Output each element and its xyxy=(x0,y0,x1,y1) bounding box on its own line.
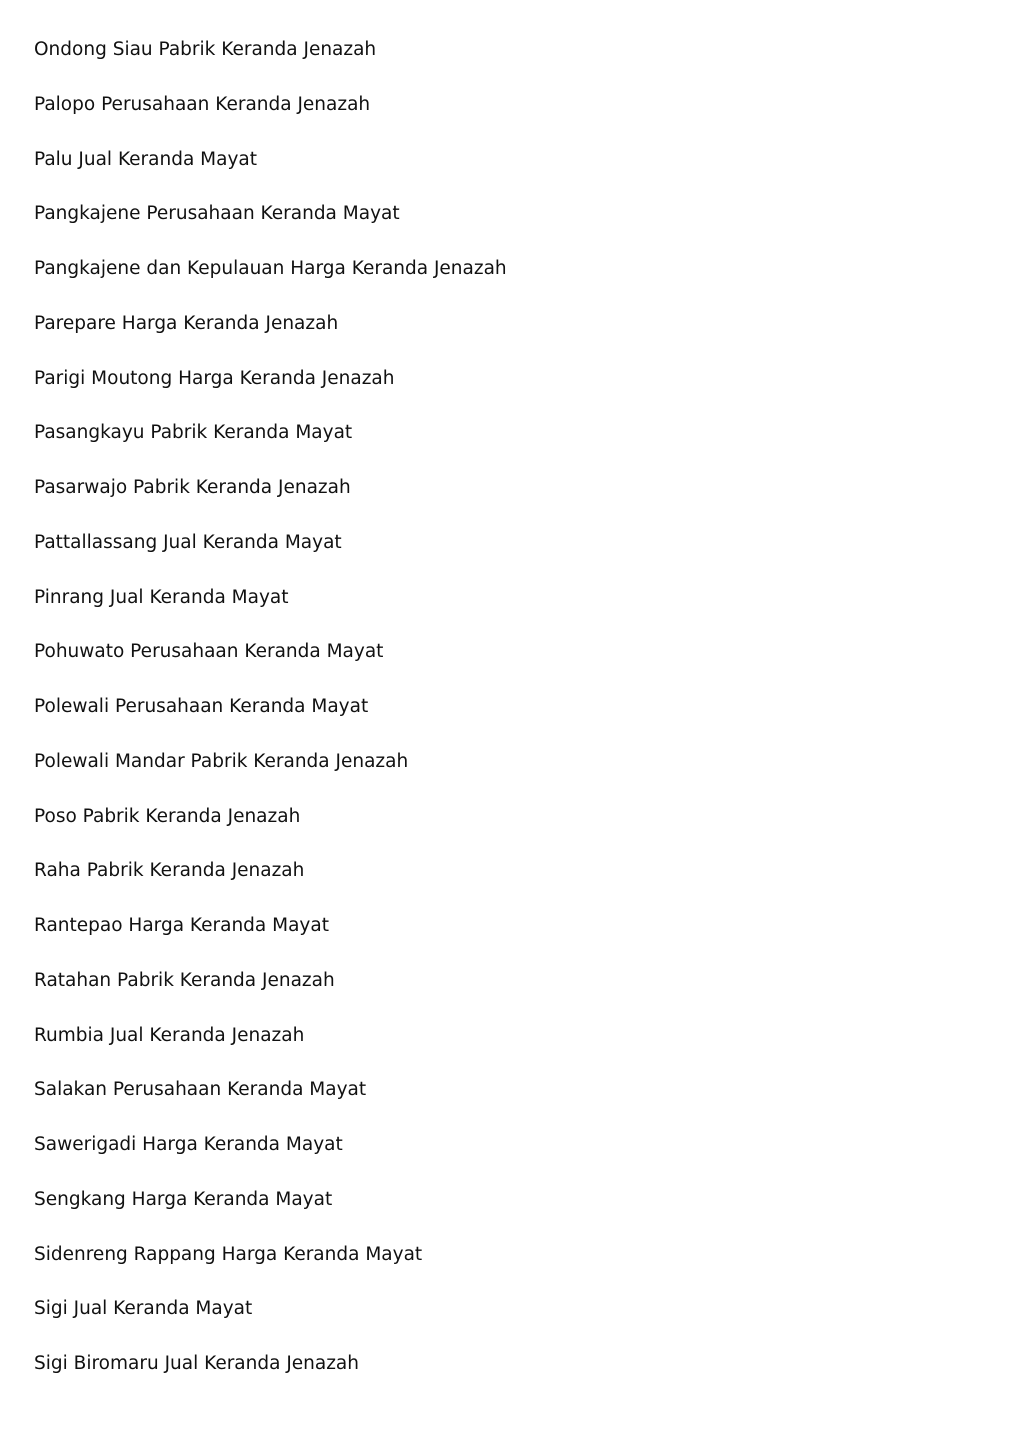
list-item: Sawerigadi Harga Keranda Mayat xyxy=(34,1134,343,1155)
list-item: Raha Pabrik Keranda Jenazah xyxy=(34,860,305,882)
list-item: Sengkang Harga Keranda Mayat xyxy=(34,1188,333,1210)
list-item: Parepare Harga Keranda Jenazah xyxy=(34,312,339,334)
list-item: Pinrang Jual Keranda Mayat xyxy=(34,586,289,608)
list-item: Pangkajene dan Kepulauan Harga Keranda Jenazah xyxy=(34,258,507,279)
list-item: Sigi Biromaru Jual Keranda Jenazah xyxy=(34,1353,359,1374)
list-item: Rumbia Jual Keranda Jenazah xyxy=(34,1024,305,1046)
list-item: Ondong Siau Pabrik Keranda Jenazah xyxy=(34,39,377,60)
list-item: Pangkajene Perusahaan Keranda Mayat xyxy=(34,203,400,225)
location-list xyxy=(34,36,507,1405)
list-item: Palu Jual Keranda Mayat xyxy=(34,148,258,170)
list-item: Salakan Perusahaan Keranda Mayat xyxy=(34,1079,367,1101)
list-item: Rantepao Harga Keranda Mayat xyxy=(34,915,329,936)
list-item: Pasangkayu Pabrik Keranda Mayat xyxy=(34,422,353,444)
list-item: Polewali Perusahaan Keranda Mayat xyxy=(34,696,369,717)
list-item: Pattallassang Jual Keranda Mayat xyxy=(34,531,342,553)
list-item: Parigi Moutong Harga Keranda Jenazah xyxy=(34,367,395,389)
list-item: Ratahan Pabrik Keranda Jenazah xyxy=(34,969,335,991)
list-item: Sidenreng Rappang Harga Keranda Mayat xyxy=(34,1243,423,1265)
list-item: Pohuwato Perusahaan Keranda Mayat xyxy=(34,641,384,663)
list-item: Poso Pabrik Keranda Jenazah xyxy=(34,805,301,827)
list-item: Polewali Mandar Pabrik Keranda Jenazah xyxy=(34,750,409,772)
list-item: Pasarwajo Pabrik Keranda Jenazah xyxy=(34,477,351,498)
list-item: Palopo Perusahaan Keranda Jenazah xyxy=(34,93,371,115)
list-item: Sigi Jual Keranda Mayat xyxy=(34,1298,253,1320)
